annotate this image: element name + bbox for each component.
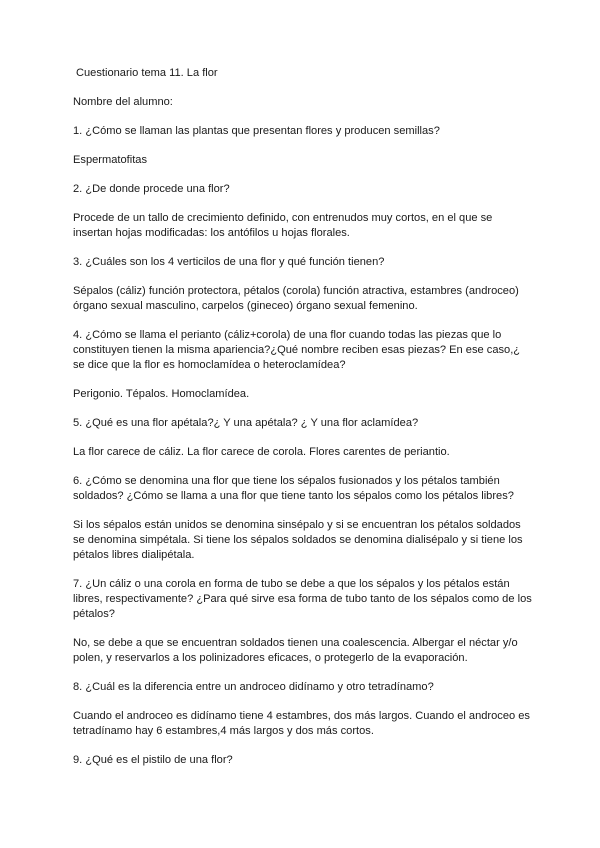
answer-8: Cuando el androceo es didínamo tiene 4 estambres, dos más largos. Cuando el androceo es tetradínamo hay 6 estambres,4 más largos y dos más cortos. (73, 710, 530, 737)
question-6: 6. ¿Cómo se denomina una flor que tiene los sépalos fusionados y los pétalos también soldados? ¿Cómo se llama a una flor que tiene tanto los sépalos como los pétalos libres? (73, 475, 514, 502)
question-9: 9. ¿Qué es el pistilo de una flor? (73, 754, 233, 766)
answer-5: La flor carece de cáliz. La flor carece de corola. Flores carentes de periantio. (73, 446, 450, 458)
answer-3: Sépalos (cáliz) función protectora, pétalos (corola) función atractiva, estambres (androceo) órgano sexual masculino, carpelos (gineceo) órgano sexual femenino. (73, 285, 519, 312)
question-4: 4. ¿Cómo se llama el perianto (cáliz+corola) de una flor cuando todas las piezas que lo constituyen tienen la misma apariencia?¿Qué nombre reciben esas piezas? En ese caso,¿ se dice que la flor es homoclamídea o heteroclamídea? (73, 329, 521, 371)
student-name-label: Nombre del alumno: (73, 96, 173, 108)
question-3: 3. ¿Cuáles son los 4 verticilos de una flor y qué función tienen? (73, 256, 385, 268)
answer-7: No, se debe a que se encuentran soldados tienen una coalescencia. Albergar el néctar y/o polen, y reservarlos a los polinizadores eficaces, o protegerlo de la evaporación. (73, 637, 518, 664)
answer-1: Espermatofitas (73, 154, 147, 166)
answer-6: Si los sépalos están unidos se denomina sinsépalo y si se encuentran los pétalos soldados se denomina simpétala. Si tiene los sépalos soldados se denomina dialisépalo y si tiene los pétalos libres dialipétala. (73, 519, 523, 561)
question-1: 1. ¿Cómo se llaman las plantas que presentan flores y producen semillas? (73, 125, 440, 137)
document-body (73, 66, 533, 782)
question-7: 7. ¿Un cáliz o una corola en forma de tubo se debe a que los sépalos y los pétalos están libres, respectivamente? ¿Para qué sirve esa forma de tubo tanto de los sépalos como de los pétalos? (73, 578, 532, 620)
answer-4: Perigonio. Tépalos. Homoclamídea. (73, 388, 250, 400)
document-title: Cuestionario tema 11. La flor (76, 67, 218, 79)
answer-2: Procede de un tallo de crecimiento definido, con entrenudos muy cortos, en el que se insertan hojas modificadas: los antófilos u hojas florales. (73, 212, 493, 239)
question-5: 5. ¿Qué es una flor apétala?¿ Y una apétala? ¿ Y una flor aclamídea? (73, 417, 419, 429)
question-2: 2. ¿De donde procede una flor? (73, 183, 230, 195)
question-8: 8. ¿Cuál es la diferencia entre un androceo didínamo y otro tetradínamo? (73, 681, 434, 693)
